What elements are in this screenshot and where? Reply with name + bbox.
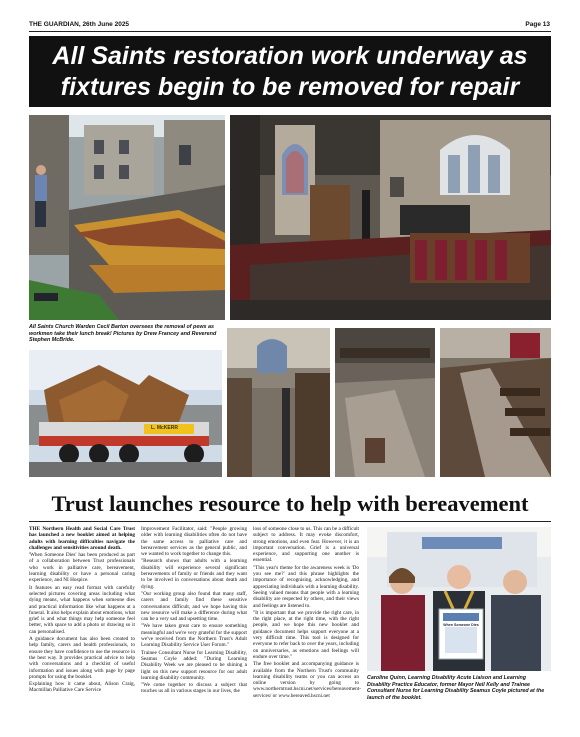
article-paragraph: "We have taken great care to ensure something meaningful and we're very grateful for the support we've received from the Northern Trust's Adult Learning Disability Service User Forum." — [141, 623, 247, 649]
article-paragraph: "It is important that we provide the right care, in the right place, at the right time, with the right people, and we hope this new booklet and guidance document helps support everyone at a very difficult time. This tool is designed for everyone to refer back to over the years, including on anniversaries, as emotions and feelings will endure over time." — [253, 609, 359, 660]
article-paragraph: It features an easy read format with carefully selected pictures covering areas including what dying means, what happens when someone dies and practical information like what happens at a funeral. It also helps explain about emotions, what grief is and what things may help someone feel better, with space to add a photo or drawing so it can personalised. — [29, 584, 135, 635]
header-rule — [29, 31, 551, 32]
banner-line-1: All Saints restoration work underway as — [52, 41, 528, 70]
article-column-1 — [29, 526, 135, 695]
article-lead: THE Northern Health and Social Care Trust has launched a new booklet aimed at helping adults with learning difficulties navigate the challenges and sensitivities around death. — [29, 526, 135, 551]
photo-pews-removal — [29, 115, 225, 320]
article-paragraph: "We come together to discuss a subject that touches us all in various stages in our lives, the — [141, 682, 247, 695]
banner-line-2: fixtures begin to be removed for repair — [60, 72, 520, 101]
feature-banner — [29, 36, 551, 107]
article-paragraph: A guidance document has also been created to help family, carers and health professionals, to ensure they have confidence to use the resource in the best way. It provides practical advice to help with conversations and a checklist of useful information and issues along with page by page prompts for using the booklet. — [29, 636, 135, 680]
article-paragraph: Explaining how it came about, Alison Craig, Macmillan Palliative Care Service — [29, 681, 135, 694]
article-column-2 — [141, 526, 247, 696]
photo-truck-fixtures — [29, 350, 222, 477]
headline-rule — [29, 521, 551, 522]
photo-caption-pews: All Saints Church Warden Cecil Barton oversees the removal of pews as workmen take their lunch break! Pictures by Drew Francey and Reverend Stephen McBride. — [29, 324, 217, 344]
photo-empty-floor — [335, 328, 435, 477]
article-paragraph: "Our working group also found that many staff, carers and family find these sensitive conversations difficult, and we hope having this new resource will make a difference during what can be a very sad and upsetting time. — [141, 590, 247, 623]
article-paragraph: "Research shows that adults with a learning disability will experience several significant bereavements of family or friends and they want to be involved in conversations about death and dying. — [141, 558, 247, 590]
article-paragraph: The free booklet and accompanying guidance is available from the Northern Trust's community learning disability teams or you can access an online version by going to www.northerntrust.hscni.net/services/bereavement-services/ or www.bereaved.hscni.net — [253, 661, 361, 699]
article-paragraph: Trainee Consultant Nurse for Learning Disability, Seamus Coyle added: "During Learning Disability Week we are pleased to be shining a light on this new support resource for our adult learning disability community. — [141, 649, 247, 681]
article-headline: Trust launches resource to help with bereavement — [51, 491, 529, 516]
article-paragraph: 'When Someone Dies' has been produced as part of a collaboration between Trust professionals who work in palliative care, bereavement, learning disability or have a personal caring experience, and NI Hospice. — [29, 552, 135, 584]
article-paragraph: "This year's theme for the awareness week is 'Do you see me?' and this phrase highlights the importance of recognising, acknowledging, and appreciating individuals with a learning disability. Seeing valued means that people with a learning disability are respected by others, and their views and feelings are listened to. — [253, 564, 359, 609]
masthead: THE GUARDIAN, 26th June 2025 — [29, 21, 130, 28]
page-number: Page 13 — [525, 21, 550, 28]
article-paragraph: Improvement Facilitator, said: "People growing older with learning disabilities often do not have the same access to palliative care and bereavement services as the general public, and we wanted to work together to change this. — [141, 526, 247, 558]
truck-sign: L. McKERR — [151, 425, 178, 431]
photo-church-interior — [230, 115, 551, 320]
photo-interior-aisle — [227, 328, 330, 477]
photo-pews-aisle — [440, 328, 551, 477]
article-column-3 — [253, 526, 359, 700]
booklet-title: When Someone Dies — [443, 623, 479, 627]
photo-booklet-launch — [367, 527, 551, 671]
photo-caption-launch: Caroline Quinn, Learning Disability Acute Liaison and Learning Disability Practice Educator, former Mayor Neil Kelly and Trainee Consultant Nurse for Learning Disability Seamus Coyle pictured at the launch of the booklet. — [367, 675, 545, 701]
article-paragraph: loss of someone close to us. This can be a difficult subject to address. It may evoke discomfort, strong emotions, and even fear. However, it is an important conversation. Grief is a universal experience, and supporting one another is essential. — [253, 526, 359, 564]
